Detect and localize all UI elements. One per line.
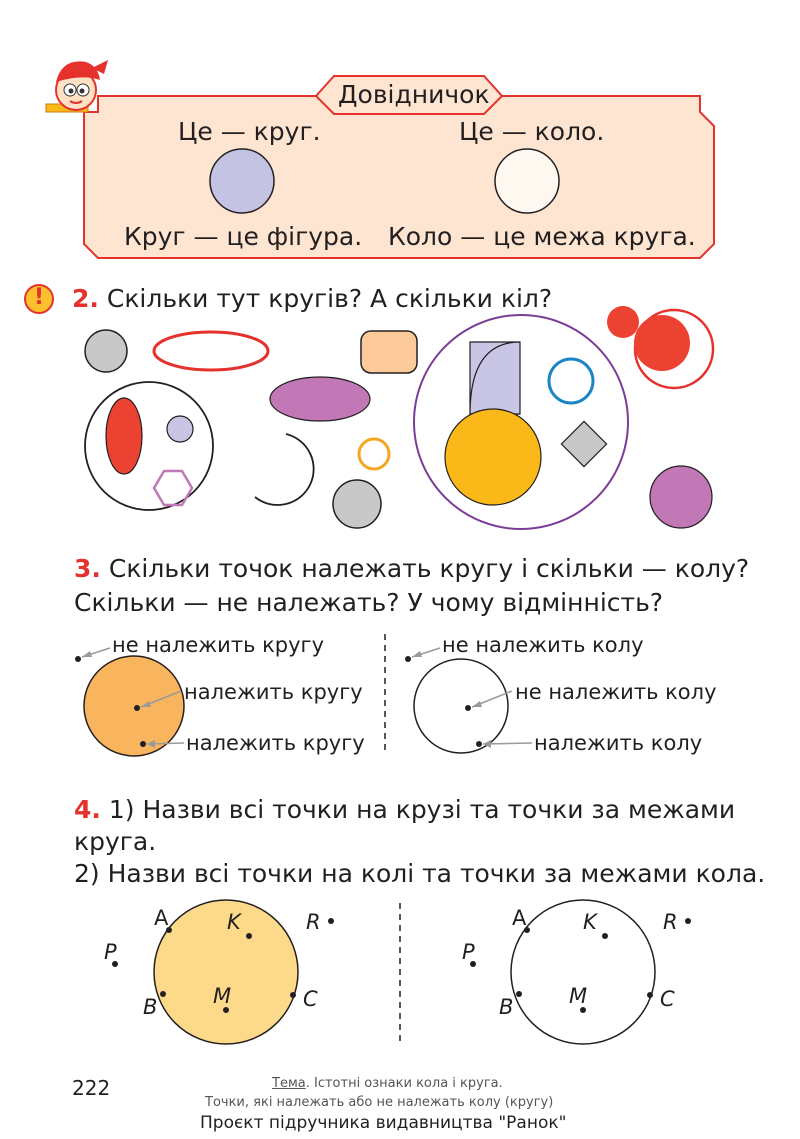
task3-line2: Скільки — не належать? У чому відмінність? <box>74 588 664 617</box>
footer-topic-label: Тема <box>272 1076 306 1091</box>
point-k-disk <box>246 933 252 939</box>
label-on-disk: належить кругу <box>186 731 365 755</box>
task4-disk <box>154 900 298 1044</box>
task4-line2: круга. <box>74 827 157 856</box>
point-k-ring <box>602 933 608 939</box>
label-on-ring: належить колу <box>534 731 703 755</box>
point-b-ring <box>516 991 522 997</box>
reference-box-title: Довідничок <box>338 80 490 109</box>
task2-text: Скільки тут кругів? А скільки кіл? <box>106 284 553 313</box>
label-k-ring: K <box>583 910 597 934</box>
ring-definition: Коло — це межа круга. <box>388 222 696 251</box>
task4-line3: 2) Назви всі точки на колі та точки за межами кола. <box>74 859 766 888</box>
label-m-disk: M <box>213 984 232 1008</box>
footer-project: Проєкт підручника видавництва "Ранок" <box>200 1113 567 1133</box>
label-inside-ring: не належить колу <box>515 680 717 704</box>
task4-number: 4. <box>74 795 101 824</box>
ring-caption: Це — коло. <box>459 117 605 146</box>
exclamation-badge-mark: ! <box>34 285 45 310</box>
point-c-disk <box>290 992 296 998</box>
label-p-disk: P <box>104 940 117 964</box>
circle-caption: Це — круг. <box>178 117 321 146</box>
label-p-ring: P <box>462 940 475 964</box>
label-c-ring: C <box>660 987 675 1011</box>
task4-text-line1: 1) Назви всі точки на крузі та точки за межами <box>108 795 736 824</box>
point-b-disk <box>160 991 166 997</box>
label-c-disk: C <box>303 987 318 1011</box>
footer-topic-line1 <box>272 1076 503 1091</box>
label-m-ring: M <box>569 984 588 1008</box>
label-b-disk: B <box>143 995 158 1019</box>
page-number: 222 <box>72 1076 111 1100</box>
point-r-disk <box>328 918 334 924</box>
task3-text-line1: Скільки точок належать кругу і скільки — колу? <box>108 554 750 583</box>
label-r-disk: R <box>306 910 321 934</box>
label-k-disk: K <box>227 910 241 934</box>
label-inside-disk: належить кругу <box>184 680 363 704</box>
label-b-ring: B <box>499 995 514 1019</box>
task2-number: 2. <box>72 284 99 313</box>
label-a-disk: A <box>154 906 169 930</box>
label-outside-disk: не належить кругу <box>112 633 325 657</box>
label-r-ring: R <box>663 910 678 934</box>
task3-number: 3. <box>74 554 101 583</box>
point-c-ring <box>647 992 653 998</box>
footer-topic-text: . Істотні ознаки кола і круга. <box>305 1076 503 1091</box>
point-r-ring <box>685 918 691 924</box>
label-outside-ring: не належить колу <box>442 633 644 657</box>
circle-definition: Круг — це фігура. <box>124 222 363 251</box>
footer-topic-line2: Точки, які належать або не належать колу (кругу) <box>205 1095 554 1110</box>
label-a-ring: A <box>512 906 527 930</box>
